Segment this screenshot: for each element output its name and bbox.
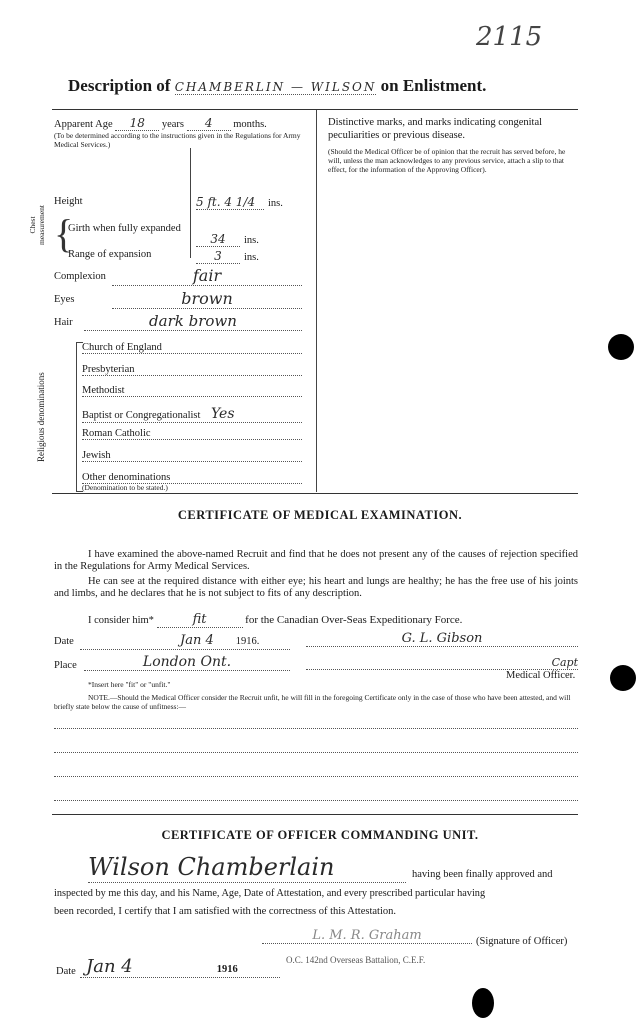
fit-row	[88, 612, 462, 628]
chest-label: Chest measurement	[28, 205, 46, 245]
measurement-divider	[190, 148, 191, 258]
range-value: 3	[196, 249, 240, 264]
height-unit: ins.	[268, 198, 283, 209]
binder-hole-bottom	[472, 988, 494, 1018]
distinctive-marks-note: (Should the Medical Officer be of opinion that the recruit has served before, he will, unless the man acknowledges to any previous service, attach a slip to that effect, for the information of the Approving Officer).	[328, 147, 566, 174]
title-prefix: Description of	[68, 76, 171, 95]
medical-officer-label: Medical Officer.	[506, 670, 576, 681]
medical-date-field	[80, 631, 290, 650]
officer-heading: CERTIFICATE OF OFFICER COMMANDING UNIT.	[161, 828, 479, 842]
religion-item-church-of-england: Church of England	[82, 342, 302, 354]
officer-date-label: Date	[56, 966, 76, 977]
medical-officer-signature: G. L. Gibson	[306, 631, 578, 647]
religion-item-baptist: Baptist or Congregationalist Yes	[82, 406, 302, 423]
religion-selected-mark: Yes	[211, 406, 235, 422]
religion-item-methodist: Methodist	[82, 385, 302, 397]
age-years-value: 18	[115, 116, 159, 131]
section-rule	[52, 493, 578, 494]
commanding-officer-signature: L. M. R. Graham	[262, 928, 472, 944]
unfitness-line-1	[54, 728, 578, 729]
consider-label: I consider him*	[88, 615, 154, 626]
unfitness-line-2	[54, 752, 578, 753]
corner-file-number: 2115	[476, 22, 543, 52]
officer-year-value: 1916	[216, 964, 238, 975]
binder-hole-top	[608, 334, 634, 360]
eyes-label: Eyes	[54, 294, 75, 305]
height-label: Height	[54, 196, 83, 207]
officer-date-field	[80, 956, 280, 978]
signature-of-officer-label: (Signature of Officer)	[476, 936, 568, 947]
insert-note: *Insert here "fit" or "unfit."	[88, 680, 171, 689]
officer-line-2: inspected by me this day, and his Name, Age, Date of Attestation, and every prescribed particular having	[54, 888, 486, 899]
months-label: months.	[233, 119, 267, 130]
height-value: 5 ft. 4 1/4	[196, 195, 264, 210]
medical-place-value: London Ont.	[84, 654, 290, 671]
girth-unit: ins.	[244, 235, 259, 246]
eyes-value: brown	[112, 289, 302, 309]
hair-label: Hair	[54, 317, 73, 328]
distinctive-marks-heading: Distinctive marks, and marks indicating congenital peculiarities or previous disease.	[328, 117, 543, 141]
binder-hole-middle	[610, 665, 636, 691]
officer-date-value: Jan 4	[86, 956, 133, 977]
medical-officer-rank: Capt	[306, 656, 578, 670]
medical-paragraph-1: I have examined the above-named Recruit and find that he does not present any of the causes of rejection specified in the Regulations for Army Medical Services.	[54, 549, 578, 572]
unfitness-line-4	[54, 800, 578, 801]
medical-date-value: Jan 4	[180, 633, 214, 648]
title-suffix: on Enlistment.	[380, 76, 487, 95]
column-divider	[316, 110, 317, 492]
unfit-note: NOTE.—Should the Medical Officer consider the Recruit unfit, he will fill in the foregoing Certificate only in the case of those who have been attested, and will briefly state below the cause of unfitness:—	[54, 693, 571, 711]
officer-recruit-signature: Wilson Chamberlain	[88, 852, 406, 883]
medical-paragraph-2: He can see at the required distance with either eye; his heart and lungs are healthy; he has the free use of his joints and limbs, and he declares that he is not subject to fits of any description.	[54, 576, 578, 599]
religion-item-roman-catholic: Roman Catholic	[82, 428, 302, 440]
range-row	[196, 247, 259, 265]
religion-item-jewish: Jewish	[82, 450, 302, 462]
apparent-age-row	[54, 116, 312, 131]
force-label: for the Canadian Over-Seas Expeditionary Force.	[245, 614, 463, 626]
fit-value: fit	[157, 612, 243, 628]
religion-item-other: Other denominations	[82, 472, 302, 484]
recruit-name: CHAMBERLIN — WILSON	[174, 80, 377, 94]
title-rule	[52, 109, 578, 110]
medical-place-label: Place	[54, 660, 77, 671]
form-title	[68, 76, 486, 96]
years-label: years	[161, 119, 185, 130]
complexion-label: Complexion	[54, 271, 106, 282]
age-note: (To be determined according to the instructions given in the Regulations for Army Medical Services.)	[54, 131, 301, 149]
officer-line-3: been recorded, I certify that I am satisfied with the correctness of this Attestation.	[54, 906, 397, 917]
officer-approved-text: having been finally approved and	[412, 869, 553, 880]
girth-row	[196, 230, 259, 248]
complexion-value: fair	[112, 266, 302, 286]
medical-year-value: 1916.	[235, 636, 260, 647]
range-label: Range of expansion	[68, 249, 152, 260]
age-months-value: 4	[187, 116, 231, 131]
unfitness-line-3	[54, 776, 578, 777]
range-unit: ins.	[244, 252, 259, 263]
girth-label: Girth when fully expanded	[68, 223, 181, 234]
height-row	[196, 193, 283, 211]
medical-heading: CERTIFICATE OF MEDICAL EXAMINATION.	[177, 508, 463, 522]
religion-other-note: (Denomination to be stated.)	[82, 483, 168, 492]
section-rule-2	[52, 814, 578, 815]
unit-stamp: O.C. 142nd Overseas Battalion, C.E.F.	[286, 955, 426, 965]
chest-brace: {	[54, 211, 74, 256]
religion-item-presbyterian: Presbyterian	[82, 364, 302, 376]
medical-date-label: Date	[54, 636, 74, 647]
girth-value: 34	[196, 232, 240, 247]
hair-value: dark brown	[84, 312, 302, 331]
religion-side-label: Religious denominations	[36, 372, 46, 462]
apparent-age-label: Apparent Age	[54, 119, 113, 130]
